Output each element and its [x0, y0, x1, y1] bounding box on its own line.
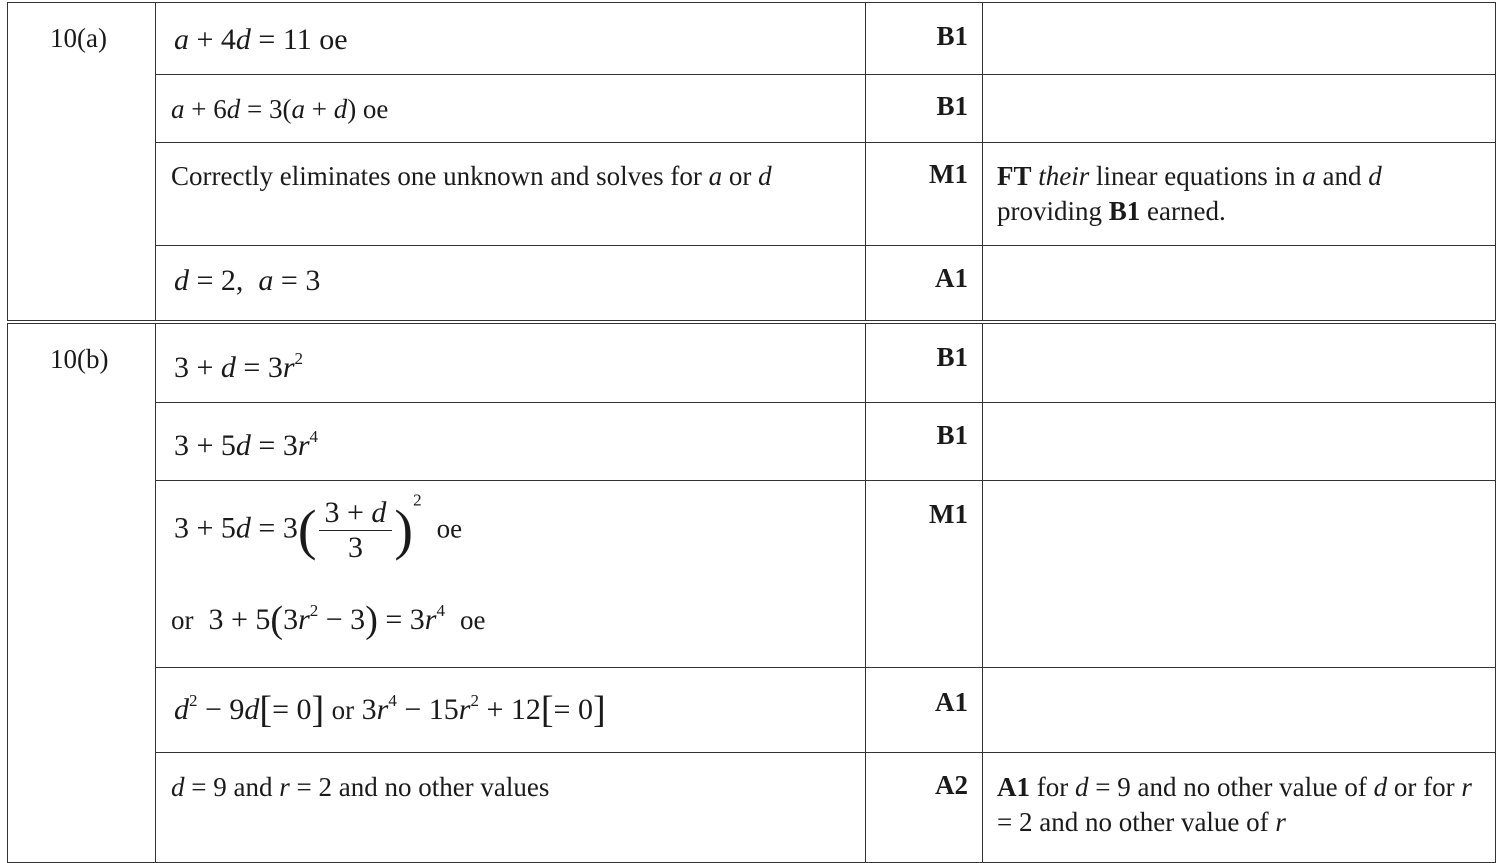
answer-b-row2: $3 + 5d = 3r^4$ — [174, 427, 319, 462]
mark-a-row1: B1 — [936, 21, 968, 51]
mark-a-row4: A1 — [935, 263, 968, 293]
mark-b-row1: B1 — [936, 342, 968, 372]
mark-b-row4: A1 — [935, 687, 968, 717]
answer-b-row3-line2: or $3 + 5(3r^2 - 3) = 3r^4$ oe — [171, 599, 486, 641]
part-b-block — [7, 323, 1496, 863]
mark-b-row2: B1 — [936, 420, 968, 450]
answer-b-row1: $3 + d = 3r^2$ — [174, 349, 304, 384]
mark-a-row2: B1 — [936, 91, 968, 121]
answer-a-row3: Correctly eliminates one unknown and solves for a or d — [171, 161, 772, 191]
answer-a-row2: a + 6d = 3(a + d) oe — [171, 94, 389, 124]
mark-b-row5: A2 — [935, 770, 968, 800]
answer-b-row5: d = 9 and r = 2 and no other values — [171, 772, 550, 802]
guidance-b-row5: A1 for d = 9 and no other value of d or for r = 2 and no other value of r — [997, 772, 1472, 837]
part-a-block — [7, 2, 1496, 321]
answer-b-row4: $d^2 - 9d[= 0]$ or $3r^4 - 15r^2 + 12[= 0]$ — [174, 689, 606, 731]
question-label-10b: 10(b) — [50, 344, 109, 374]
answer-b-row3-line1: 3 + 5d = 3( $\frac{3 + d}{3}$ )$^2$ oe — [174, 490, 463, 564]
question-label-10a: 10(a) — [50, 23, 107, 53]
guidance-a-row3: FT their linear equations in a and d providing B1 earned. — [997, 161, 1382, 226]
answer-a-row1: a + 4d = 11 oe — [174, 23, 348, 56]
answer-a-row4: d = 2, a = 3 — [174, 264, 321, 297]
mark-b-row3: M1 — [929, 499, 968, 529]
mark-a-row3: M1 — [929, 159, 968, 189]
